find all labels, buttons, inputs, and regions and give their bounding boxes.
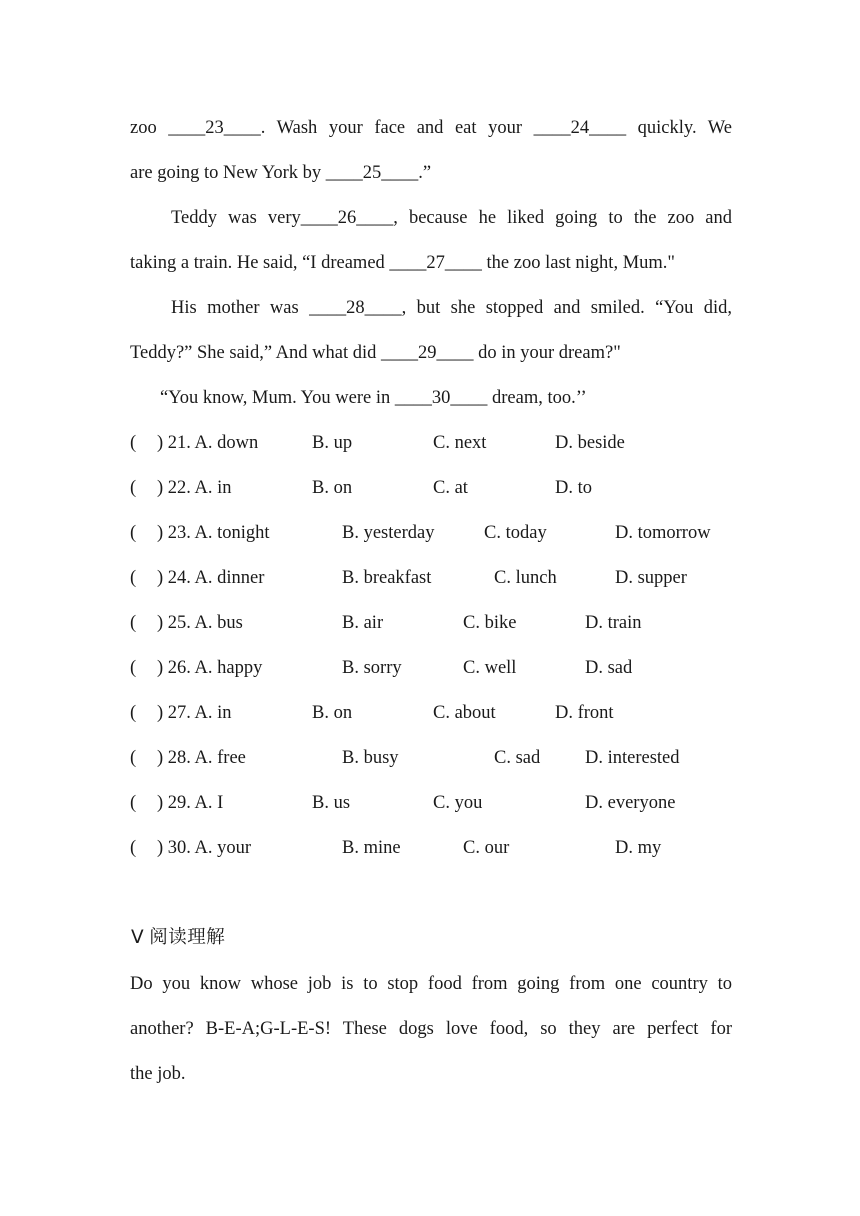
option-a: ) 27. A. in (157, 703, 232, 723)
answer-paren: ( (130, 478, 137, 498)
reading-line-2: another? B-E-A;G-L-E-S! These dogs love food, so they are perfect for (130, 1019, 732, 1039)
option-b: B. air (342, 613, 384, 633)
option-b: B. up (312, 433, 353, 453)
option-b: B. on (312, 703, 353, 723)
option-c: C. sad (494, 748, 541, 768)
option-b: B. sorry (342, 658, 402, 678)
question-29 (0, 791, 860, 815)
question-25 (0, 611, 860, 635)
option-b: B. us (312, 793, 351, 813)
question-28 (0, 746, 860, 770)
option-c: C. bike (463, 613, 517, 633)
option-a: ) 25. A. bus (157, 613, 243, 633)
option-d: D. my (615, 838, 662, 858)
option-a: ) 24. A. dinner (157, 568, 265, 588)
option-a: ) 26. A. happy (157, 658, 263, 678)
passage-line-2: are going to New York by ____25____.” (130, 163, 432, 183)
option-a: ) 22. A. in (157, 478, 232, 498)
option-a: ) 21. A. down (157, 433, 259, 453)
reading-line-3: the job. (130, 1064, 186, 1084)
option-a: ) 23. A. tonight (157, 523, 270, 543)
answer-paren: ( (130, 748, 137, 768)
question-22 (0, 476, 860, 500)
answer-paren: ( (130, 658, 137, 678)
passage-line-7: “You know, Mum. You were in ____30____ dream, too.’’ (160, 388, 587, 408)
answer-paren: ( (130, 523, 137, 543)
option-b: B. breakfast (342, 568, 432, 588)
question-24 (0, 566, 860, 590)
option-d: D. to (555, 478, 592, 498)
option-a: ) 30. A. your (157, 838, 252, 858)
question-21 (0, 431, 860, 455)
question-26 (0, 656, 860, 680)
option-d: D. tomorrow (615, 523, 711, 543)
passage-line-3: Teddy was very____26____, because he liked going to the zoo and (171, 208, 732, 228)
passage-line-5: His mother was ____28____, but she stopped and smiled. “You did, (171, 298, 732, 318)
question-23 (0, 521, 860, 545)
option-c: C. our (463, 838, 510, 858)
option-d: D. front (555, 703, 614, 723)
reading-line-1: Do you know whose job is to stop food from going from one country to (130, 974, 732, 994)
option-c: C. next (433, 433, 487, 453)
option-c: C. at (433, 478, 468, 498)
option-d: D. everyone (585, 793, 676, 813)
option-b: B. mine (342, 838, 401, 858)
option-b: B. busy (342, 748, 399, 768)
option-b: B. on (312, 478, 353, 498)
option-c: C. well (463, 658, 517, 678)
passage-line-4: taking a train. He said, “I dreamed ____27____ the zoo last night, Mum." (130, 253, 675, 273)
option-d: D. beside (555, 433, 625, 453)
option-a: ) 28. A. free (157, 748, 246, 768)
section-heading: Ⅴ 阅读理解 (131, 928, 226, 948)
answer-paren: ( (130, 613, 137, 633)
option-c: C. you (433, 793, 483, 813)
option-d: D. supper (615, 568, 687, 588)
option-c: C. today (484, 523, 547, 543)
answer-paren: ( (130, 433, 137, 453)
option-d: D. interested (585, 748, 680, 768)
passage-line-1: zoo ____23____. Wash your face and eat your ____24____ quickly. We (130, 118, 732, 138)
option-c: C. lunch (494, 568, 557, 588)
answer-paren: ( (130, 838, 137, 858)
answer-paren: ( (130, 793, 137, 813)
option-c: C. about (433, 703, 496, 723)
answer-paren: ( (130, 703, 137, 723)
answer-paren: ( (130, 568, 137, 588)
option-b: B. yesterday (342, 523, 435, 543)
question-27 (0, 701, 860, 725)
question-30 (0, 836, 860, 860)
option-d: D. sad (585, 658, 633, 678)
option-a: ) 29. A. I (157, 793, 224, 813)
option-d: D. train (585, 613, 642, 633)
passage-line-6: Teddy?” She said,” And what did ____29____ do in your dream?" (130, 343, 621, 363)
